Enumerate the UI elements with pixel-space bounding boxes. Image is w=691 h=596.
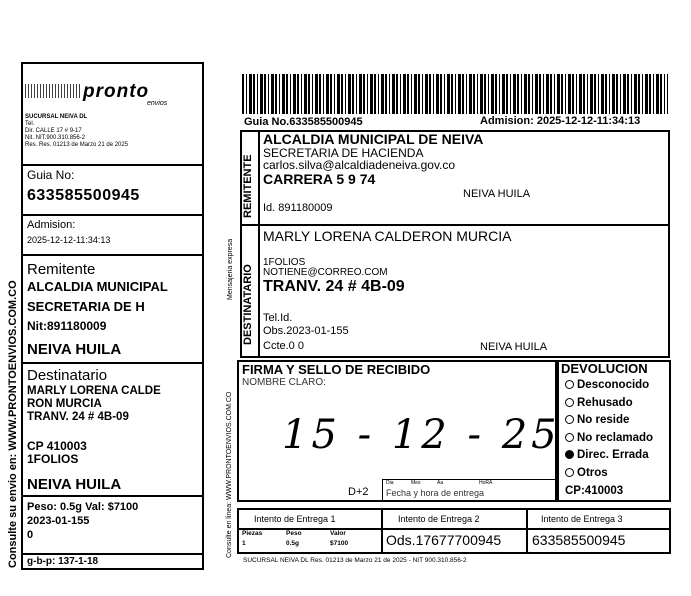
destinatario-line: TRANV. 24 # 4B-09 <box>27 411 129 423</box>
divider <box>21 553 204 555</box>
devolucion-option-label: Direc. Errada <box>577 449 649 461</box>
destinatario-address: TRANV. 24 # 4B-09 <box>263 278 405 295</box>
guia-bottom: 633585500945 <box>532 532 626 548</box>
remitente-line: Nit:891180009 <box>27 319 107 333</box>
devolucion-option-label: No reclamado <box>577 431 654 444</box>
devolucion-option <box>565 433 653 445</box>
devolucion-option-label: No reside <box>577 414 630 426</box>
destinatario-folios: 1FOLIOS <box>263 257 306 268</box>
logo-pattern <box>25 84 80 98</box>
logo <box>25 80 195 106</box>
branch-info <box>25 114 200 149</box>
destinatario-city: NEIVA HUILA <box>480 341 548 353</box>
small-table-value: 1 <box>242 540 246 547</box>
intento-3: Intento de Entrega 3 <box>541 514 623 524</box>
devolucion-option <box>565 450 649 462</box>
firma-label: FIRMA Y SELLO DE RECIBIDO <box>242 362 431 377</box>
destinatario-tel: Tel.Id. <box>263 312 293 324</box>
destinatario-cp: CP 410003 <box>27 439 87 453</box>
fecha-box <box>382 479 557 502</box>
remitente-line: SECRETARIA DE H <box>27 299 145 314</box>
intento-2: Intento de Entrega 2 <box>398 514 480 524</box>
devolucion-option <box>565 468 608 480</box>
destinatario-obs: Obs.2023-01-155 <box>263 325 349 337</box>
radio-empty-icon <box>565 415 574 424</box>
destinatario-email: NOTIENE@CORREO.COM <box>263 267 388 278</box>
remitente-city: NEIVA HUILA <box>27 341 122 358</box>
fecha-mini-label: Mes <box>411 480 421 486</box>
divider <box>526 528 528 554</box>
remitente-dept: SECRETARIA DE HACIENDA <box>263 146 424 160</box>
divider <box>21 214 204 216</box>
devolucion-option-label: Desconocido <box>577 379 650 391</box>
small-table-value: 0.5g <box>286 540 300 547</box>
divider <box>258 130 260 226</box>
devolucion-option-label: Otros <box>577 466 608 479</box>
divider <box>21 362 204 364</box>
fecha-mini-label: Aa <box>437 480 444 486</box>
devolucion-option <box>565 415 629 427</box>
divider <box>21 254 204 256</box>
destinatario-label: Destinatario <box>27 367 108 384</box>
fecha-label: Fecha y hora de entrega <box>386 488 485 498</box>
admision-label: Admision: <box>27 219 76 231</box>
branch-line: Nit. NIT.900.310.856-2 <box>25 135 86 141</box>
ods-number: Ods.17677700945 <box>386 532 502 548</box>
devolucion-title: DEVOLUCION <box>561 361 648 376</box>
remitente-id: Id. 891180009 <box>263 202 333 214</box>
divider <box>21 495 204 497</box>
divider <box>526 508 528 530</box>
consulte-vertical-text: Consulte su envio en: WWW.PRONTOENVIOS.COM.CO <box>7 280 19 568</box>
peso-line: Peso: 0.5g Val: $7100 <box>27 501 139 513</box>
small-table-header: Valor <box>330 530 346 537</box>
date-line: 2023-01-155 <box>27 515 90 527</box>
branch-line: Dir. CALLE 17 # 9-17 <box>25 128 82 134</box>
d2-label: D+2 <box>348 486 369 498</box>
destinatario-ccte: Ccte.0 0 <box>263 340 304 352</box>
radio-empty-icon <box>565 380 574 389</box>
zero-line: 0 <box>27 529 34 541</box>
devolucion-option <box>565 398 633 410</box>
divider <box>381 528 383 554</box>
remitente-tag: REMITENTE <box>242 154 254 218</box>
guia-label: Guia No: <box>27 168 75 182</box>
devolucion-option <box>565 380 649 392</box>
remitente-name: ALCALDIA MUNICIPAL DE NEIVA <box>263 131 484 147</box>
admision-value: 2025-12-12-11:34:13 <box>27 235 111 245</box>
remitente-city: NEIVA HUILA <box>463 188 531 200</box>
devolucion-option-label: Rehusado <box>577 396 633 409</box>
branch-line: Res. Res. 01213 de Marzo 21 de 2025 <box>25 142 129 148</box>
logo-subtext: envios <box>147 100 168 107</box>
branch-line: SUCURSAL NEIVA DL <box>25 114 88 120</box>
radio-empty-icon <box>565 433 574 442</box>
radio-empty-icon <box>565 468 574 477</box>
mensajeria-vertical-text: Mensajeria expresa <box>227 238 234 300</box>
devolucion-cp: CP:410003 <box>565 485 624 497</box>
handwritten-date: 15 - 12 - 25 <box>282 412 561 458</box>
logo-text: pronto <box>83 81 150 102</box>
small-table-header: Piezas <box>242 530 263 537</box>
footer-text: SUCURSAL NEIVA DL Res. 01213 de Marzo 21 de 2025 - NIT 900.310.856-2 <box>243 557 467 564</box>
radio-checked-icon <box>565 450 574 459</box>
admision-header: Admision: 2025-12-12-11:34:13 <box>480 115 641 127</box>
destinatario-line: MARLY LORENA CALDE <box>27 385 161 397</box>
branch-line: Tel. <box>25 121 35 127</box>
nombre-label: NOMBRE CLARO: <box>242 377 326 388</box>
divider <box>381 508 383 530</box>
remitente-email: carlos.silva@alcaldiadeneiva.gov.co <box>263 158 456 172</box>
radio-empty-icon <box>565 398 574 407</box>
small-table-value: $7100 <box>330 540 349 547</box>
divider <box>21 164 204 166</box>
guia-header: Guia No.633585500945 <box>244 116 363 128</box>
destinatario-line: RON MURCIA <box>27 398 102 410</box>
remitente-label: Remitente <box>27 261 96 278</box>
code-line: g-b-p: 137-1-18 <box>27 556 99 567</box>
small-table-header: Peso <box>286 530 302 537</box>
barcode <box>242 74 668 114</box>
destinatario-folios: 1FOLIOS <box>27 452 79 466</box>
remitente-line: ALCALDIA MUNICIPAL <box>27 279 168 294</box>
consulte-vertical-text: Consulte en linea: WWW.PRONTOENVIOS.COM.CO <box>226 391 233 558</box>
divider <box>258 224 260 358</box>
destinatario-city: NEIVA HUILA <box>27 476 122 493</box>
fecha-mini-label: HoRA <box>479 480 493 486</box>
fecha-mini-label: Dia <box>386 480 394 486</box>
destinatario-tag: DESTINATARIO <box>242 264 254 345</box>
destinatario-name: MARLY LORENA CALDERON MURCIA <box>263 228 512 244</box>
remitente-address: CARRERA 5 9 74 <box>263 171 376 187</box>
guia-number: 633585500945 <box>27 187 140 204</box>
intento-1: Intento de Entrega 1 <box>254 514 336 524</box>
